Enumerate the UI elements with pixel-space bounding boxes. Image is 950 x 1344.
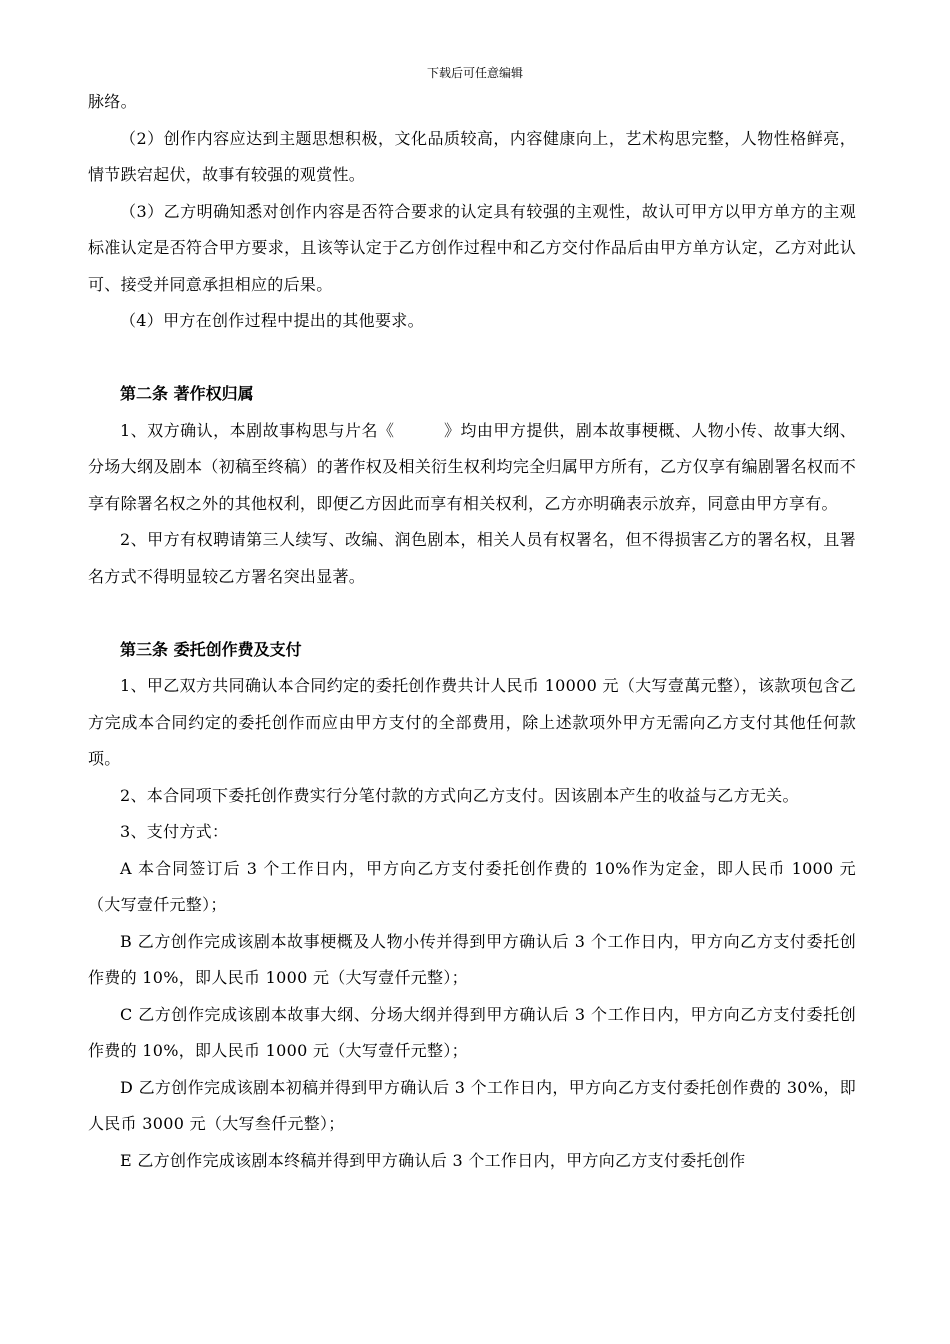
requirement-item-2: （2）创作内容应达到主题思想积极，文化品质较高，内容健康向上，艺术构思完整，人物性格鲜亮，情节跌宕起伏，故事有较强的观赏性。 [88, 128, 856, 184]
document-body [88, 84, 856, 1179]
section-spacer [88, 595, 856, 632]
paragraph-continuation: 脉络。 [88, 92, 137, 111]
section-spacer [88, 340, 856, 377]
payment-item-e: E 乙方创作完成该剧本终稿并得到甲方确认后 3 个工作日内，甲方向乙方支付委托创作 [120, 1150, 746, 1170]
article-3-clause-1: 1、甲乙双方共同确认本合同约定的委托创作费共计人民币 10000 元（大写壹萬元整），该款项包含乙方完成本合同约定的委托创作而应由甲方支付的全部费用，除上述款项外甲方无需向乙方支付其他任何款项。 [88, 676, 856, 768]
article-3-heading: 第三条 委托创作费及支付 [120, 639, 302, 659]
requirement-item-3: （3）乙方明确知悉对创作内容是否符合要求的认定具有较强的主观性，故认可甲方以甲方单方的主观标准认定是否符合甲方要求，且该等认定于乙方创作过程中和乙方交付作品后由甲方单方认定，乙方对此认可、接受并同意承担相应的后果。 [88, 201, 856, 294]
article-3-clause-2: 2、本合同项下委托创作费实行分笔付款的方式向乙方支付。因该剧本产生的收益与乙方无关。 [120, 785, 799, 805]
payment-item-a: A 本合同签订后 3 个工作日内，甲方向乙方支付委托创作费的 10%作为定金，即人民币 1000 元（大写壹仟元整）； [88, 858, 856, 914]
payment-item-d: D 乙方创作完成该剧本初稿并得到甲方确认后 3 个工作日内，甲方向乙方支付委托创作费的 30%，即人民币 3000 元（大写叁仟元整）； [88, 1077, 856, 1133]
payment-item-c: C 乙方创作完成该剧本故事大纲、分场大纲并得到甲方确认后 3 个工作日内，甲方向乙方支付委托创作费的 10%，即人民币 1000 元（大写壹仟元整）； [88, 1004, 856, 1060]
page-header: 下载后可任意编辑 [426, 66, 523, 80]
article-2-heading: 第二条 著作权归属 [120, 384, 254, 403]
article-2-clause-2: 2、甲方有权聘请第三人续写、改编、润色剧本，相关人员有权署名，但不得损害乙方的署名权，且署名方式不得明显较乙方署名突出显著。 [88, 530, 856, 586]
article-2-clause-1: 1、双方确认，本剧故事构思与片名《 》均由甲方提供，剧本故事梗概、人物小传、故事大纲、分场大纲及剧本（初稿至终稿）的著作权及相关衍生权利均完全归属甲方所有，乙方仅享有编剧署名权而不享有除署名权之外的其他权利，即便乙方因此而享有相关权利，乙方亦明确表示放弃，同意由甲方享有。 [88, 420, 856, 513]
requirement-item-4: （4）甲方在创作过程中提出的其他要求。 [120, 311, 424, 330]
article-3-clause-3: 3、支付方式： [120, 822, 229, 841]
payment-item-b: B 乙方创作完成该剧本故事梗概及人物小传并得到甲方确认后 3 个工作日内，甲方向乙方支付委托创作费的 10%，即人民币 1000 元（大写壹仟元整）； [88, 931, 856, 987]
